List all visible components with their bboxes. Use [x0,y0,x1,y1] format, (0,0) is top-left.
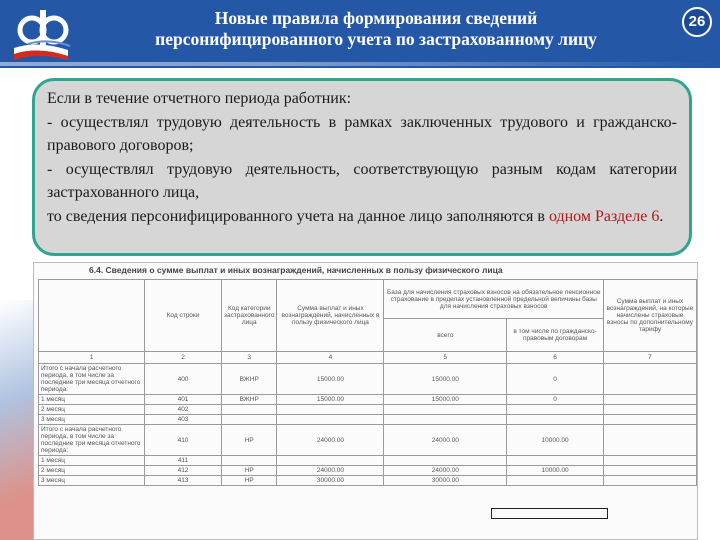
table-cell: 15000.00 [277,395,384,405]
table-cell: 413 [145,476,222,486]
column-number: 6 [507,352,604,364]
callout-text: . [659,207,664,225]
table-cell [603,415,696,425]
table-cell: 401 [145,395,222,405]
table-cell: Итого с начала расчетного периода, в том числе за последние три месяца отчетного периода: [39,425,145,456]
slide-title [96,8,656,50]
callout-highlight: одном Разделе 6 [548,207,660,225]
table-cell: 412 [145,466,222,476]
table-cell: 400 [145,364,222,395]
document-table [38,279,697,486]
table-cell: 3 месяц [39,415,145,425]
table-cell [221,456,276,466]
table-cell: 0 [507,364,604,395]
column-number: 5 [384,352,507,364]
table-cell [277,456,384,466]
table-cell [603,466,696,476]
table-header: Сумма выплат и иных вознаграждений, начисленных в пользу физического лица [277,280,384,352]
table-row [39,456,697,466]
title-line-1: Новые правила формирования сведений [214,8,538,28]
table-row [39,476,697,486]
page-number-badge: 26 [682,7,712,37]
table-row [39,425,697,456]
column-number: 1 [39,352,145,364]
table-cell: 30000.00 [277,476,384,486]
table-cell: 24000.00 [277,466,384,476]
table-cell: 403 [145,415,222,425]
table-row [39,395,697,405]
table-cell: НР [221,476,276,486]
table-cell [221,405,276,415]
table-cell: 15000.00 [277,364,384,395]
table-cell: 2 месяц [39,405,145,415]
table-cell [221,415,276,425]
table-cell [507,405,604,415]
table-cell [603,364,696,395]
table-cell: 30000.00 [384,476,507,486]
table-header: Код строки [145,280,222,352]
column-number: 4 [277,352,384,364]
table-cell: 3 месяц [39,476,145,486]
table-header: в том числе по гражданско-правовым договорам [507,319,604,352]
table-header [39,280,145,352]
document-title: 6.4. Сведения о сумме выплат и иных вознаграждений, начисленных в пользу физического лица [89,265,503,275]
table-cell: 1 месяц [39,395,145,405]
table-cell [603,425,696,456]
callout-text: то сведения персонифицированного учета на данное лицо заполняются в [47,207,549,225]
table-cell [384,405,507,415]
table-header: Сумма выплат и иных вознаграждений, на которые начислены страховые взносы по дополнительному тарифу [603,280,696,352]
table-cell: 24000.00 [277,425,384,456]
table-cell: 410 [145,425,222,456]
column-number: 2 [145,352,222,364]
table-cell [384,456,507,466]
pfr-logo-icon [8,4,94,62]
table-cell: 24000.00 [384,466,507,476]
table-cell: 0 [507,395,604,405]
table-row [39,466,697,476]
table-cell: НР [221,425,276,456]
column-number: 3 [221,352,276,364]
table-cell [603,395,696,405]
table-header: База для начисления страховых взносов на обязательное пенсионное страхование в пределах установленной предельной величины базы для начисления страховых взносов [384,280,603,319]
table-cell: ВЖНР [221,395,276,405]
table-header: Код категории застрахованного лица [221,280,276,352]
table-row [39,415,697,425]
table-cell: 411 [145,456,222,466]
table-cell: 402 [145,405,222,415]
table-cell [603,456,696,466]
table-body [39,364,697,486]
table-header: всего [384,319,507,352]
table-cell [603,476,696,486]
table-cell: НР [221,466,276,476]
table-cell [277,415,384,425]
header-stripe [0,62,720,66]
table-cell [603,405,696,415]
table-cell: 10000.00 [507,466,604,476]
table-cell: Итого с начала расчетного периода, в том числе за последние три месяца отчетного периода: [39,364,145,395]
callout-line: Если в течение отчетного периода работник: [47,90,352,107]
callout-line: - осуществлял трудовую деятельность в рамках заключенных трудового и гражданско-правового договоров; [47,113,677,154]
table-cell [507,415,604,425]
table-cell: 15000.00 [384,364,507,395]
table-cell: 10000.00 [507,425,604,456]
callout-line [47,205,677,229]
table-cell: 1 месяц [39,456,145,466]
callout-box [32,78,692,256]
table-row [39,364,697,395]
table-cell [507,476,604,486]
callout-line: - осуществлял трудовую деятельность, соответствующую разным кодам категории застрахованного лица, [47,160,677,201]
table-cell: 2 месяц [39,466,145,476]
table-cell: 15000.00 [384,395,507,405]
table-row [39,405,697,415]
table-cell [507,456,604,466]
table-cell [277,405,384,415]
table-cell [384,415,507,425]
column-number: 7 [603,352,696,364]
document-image [33,262,698,540]
table-cell: ВЖНР [221,364,276,395]
table-cell: 24000.00 [384,425,507,456]
highlight-box [491,508,608,519]
title-line-2: персонифицированного учета по застрахованному лицу [155,29,597,49]
